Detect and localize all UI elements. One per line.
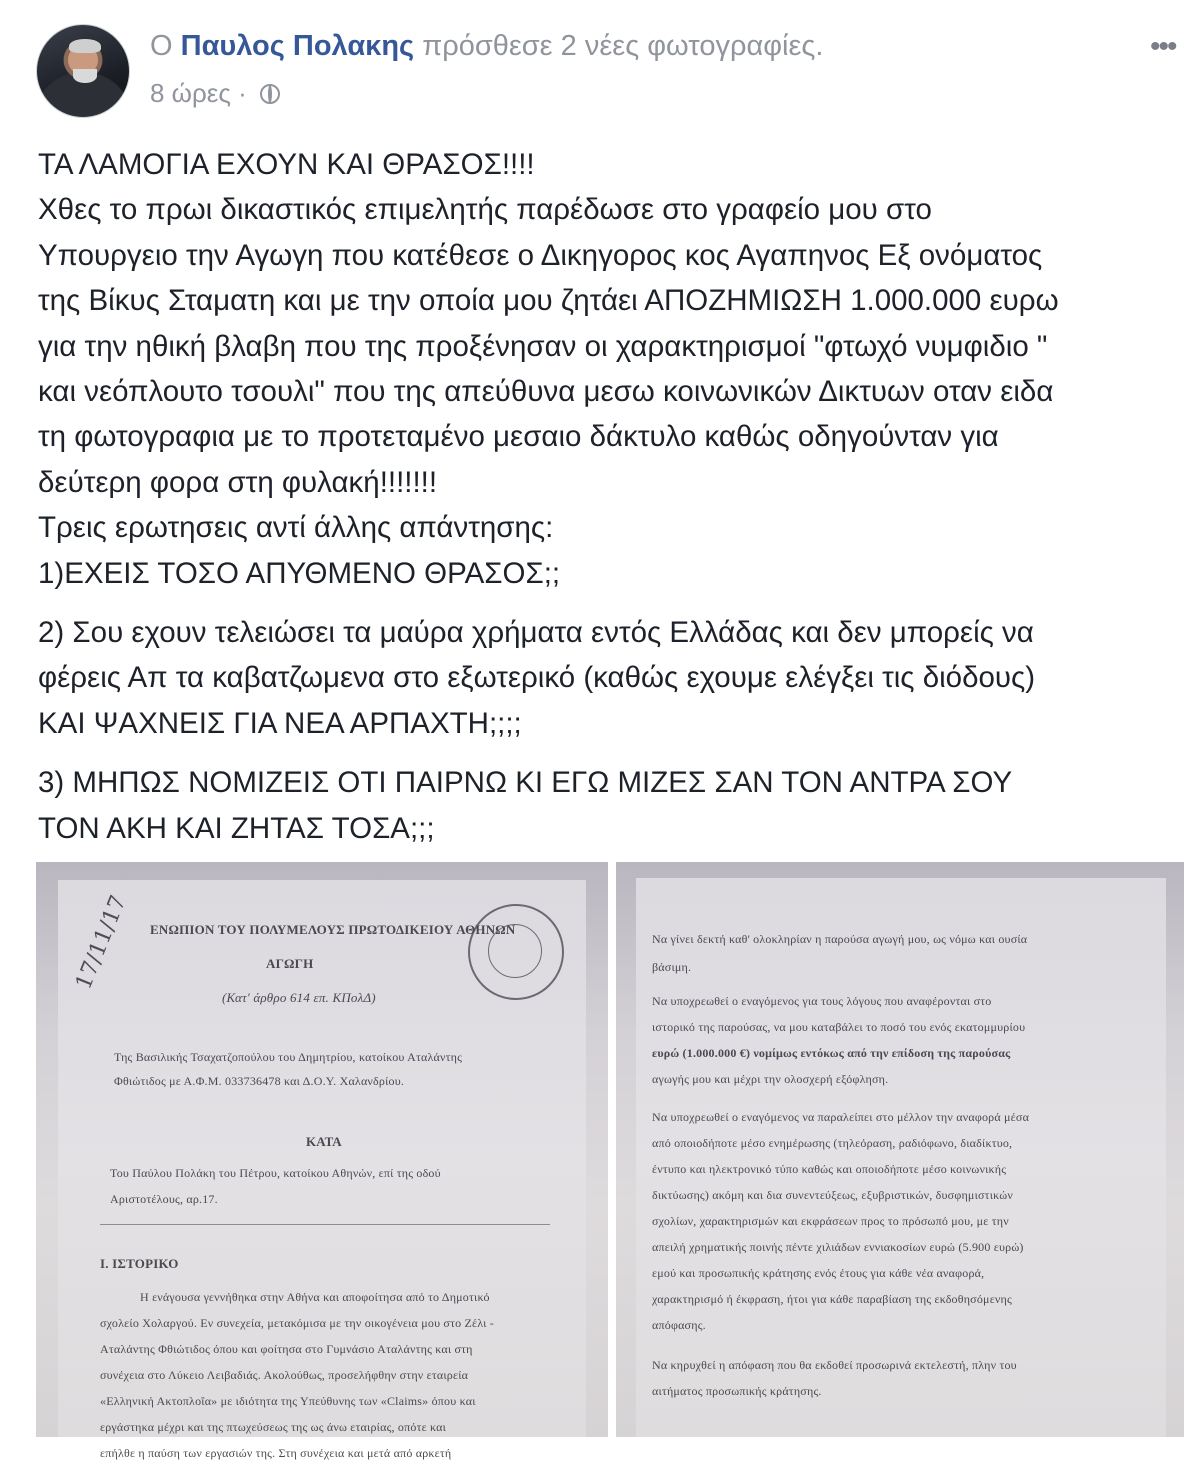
doc-kata: ΚΑΤΑ <box>306 1134 342 1149</box>
author-link[interactable]: Παυλος Πολακης <box>180 30 415 62</box>
doc-line: αγωγής μου και μέχρι την ολοσχερή εξόφληση. <box>652 1072 889 1086</box>
post-line: της Βίκυς Σταματη και με την οποία μου ζητάει ΑΠΟΖΗΜΙΩΣΗ 1.000.000 ευρω <box>38 284 1059 318</box>
post-line: δεύτερη φορα στη φυλακή!!!!!!! <box>38 465 438 499</box>
more-options-button[interactable]: ••• <box>1150 30 1176 63</box>
author-prefix: Ο <box>150 30 181 62</box>
doc-line: ιστορικό της παρούσας, να μου καταβάλει το ποσό του ενός εκατομμυρίου <box>652 1020 1026 1034</box>
doc-line: Να γίνει δεκτή καθ' ολοκληρίαν η παρούσα αγωγή μου, ως νόμω και ουσία <box>652 932 1028 946</box>
doc-line: εργάστηκα μέχρι και της πτωχεύσεως της ως άνω εταιρίας, οπότε και <box>100 1420 447 1434</box>
avatar-hair <box>69 39 101 53</box>
post-line: Χθες το πρωι δικαστικός επιμελητής παρέδωσε στο γραφείο μου στο <box>38 193 932 227</box>
doc-line: απειλή χρηματικής ποινής πέντε χιλιάδων εννιακοσίων ευρώ (5.900 ευρώ) <box>652 1240 1024 1254</box>
post-title <box>150 30 823 63</box>
post-line: 1)ΕΧΕΙΣ ΤΟΣΟ ΑΠΥΘΜΕΝΟ ΘΡΑΣΟΣ;; <box>38 556 561 590</box>
doc-section: Ι. ΙΣΤΟΡΙΚΟ <box>100 1256 179 1271</box>
post-meta <box>150 78 280 109</box>
doc-heading: ΕΝΩΠΙΟΝ ΤΟΥ ΠΟΛΥΜΕΛΟΥΣ ΠΡΩΤΟΔΙΚΕΙΟΥ ΑΘΗΝΩΝ <box>150 922 516 937</box>
post-line: Τρεις ερωτησεις αντί άλλης απάντησης: <box>38 511 554 545</box>
doc-line: από οποιοδήποτε μέσο ενημέρωσης (τηλεόραση, ραδιόφωνο, διαδίκτυο, <box>652 1136 1013 1150</box>
post-line: Υπουργειο την Αγωγη που κατέθεσε ο Δικηγορος κος Αγαπηνος Εξ ονόματος <box>38 238 1043 272</box>
document-page-1 <box>58 880 586 1460</box>
doc-line: «Ελληνική Ακτοπλοΐα» με ιδιότητα της Υπεύθυνης των «Claims» όπου και <box>100 1394 476 1408</box>
doc-line: Η ενάγουσα γεννήθηκα στην Αθήνα και αποφοίτησα από το Δημοτικό <box>140 1290 490 1304</box>
doc-title: ΑΓΩΓΗ <box>266 956 314 971</box>
handwritten-date: 17/11/17 <box>71 892 132 993</box>
post-line: ΚΑΙ ΨΑΧΝΕΙΣ ΓΙΑ ΝΕΑ ΑΡΠΑΧΤΗ;;;; <box>38 706 522 740</box>
avatar-beard <box>73 69 97 83</box>
post-line: για την ηθική βλαβη που της προξένησαν οι χαρακτηρισμοί "φτωχό νυμφιδιο " <box>38 329 1048 363</box>
post-body <box>38 142 1178 851</box>
doc-line: Να υποχρεωθεί ο εναγόμενος να παραλείπει στο μέλλον την αναφορά μέσα <box>652 1110 1030 1124</box>
document-page-2 <box>636 878 1166 1437</box>
doc-line: χαρακτηρισμό ή έκφραση, ήτοι για κάθε παραβίαση της εκδοθησόμενης <box>652 1292 1012 1306</box>
photo-2[interactable] <box>616 862 1184 1437</box>
photo-1[interactable] <box>36 862 608 1460</box>
post-line: και νεόπλουτο τσουλι" που της απεύθυνα μεσω κοινωνικών Δικτυων οταν ειδα <box>38 375 1054 409</box>
post-line: φέρεις Απ τα καβατζωμενα στο εξωτερικό (καθώς εχουμε ελέγξει τις διόδους) <box>38 661 1036 695</box>
doc-line: αιτήματος προσωπικής κράτησης. <box>652 1384 822 1398</box>
post-line: ΤΑ ΛΑΜΟΓΙΑ ΕΧΟΥΝ ΚΑΙ ΘΡΑΣΟΣ!!!! <box>38 148 535 181</box>
doc-line: ευρώ (1.000.000 €) νομίμως εντόκως από την επίδοση της παρούσας <box>652 1046 1011 1060</box>
post-line: 2) Σου εχουν τελειώσει τα μαύρα χρήματα εντός Ελλάδας και δεν μπορείς να <box>38 616 1034 650</box>
doc-line: Του Παύλου Πολάκη του Πέτρου, κατοίκου Αθηνών, επί της οδού <box>110 1166 441 1180</box>
doc-line: βάσιμη. <box>652 960 692 974</box>
doc-line: Φθιώτιδος με Α.Φ.Μ. 033736478 και Δ.Ο.Υ. Χαλανδρίου. <box>114 1074 405 1088</box>
doc-line: συνέχεια στο Λύκειο Λειβαδιάς. Ακολούθως, προσελήφθην στην εταιρεία <box>100 1368 469 1382</box>
post-line: 3) ΜΗΠΩΣ ΝΟΜΙΖΕΙΣ ΟΤΙ ΠΑΙΡΝΩ ΚΙ ΕΓΩ ΜΙΖΕΣ ΣΑΝ ΤΟΝ ΑΝΤΡΑ ΣΟΥ <box>38 766 1013 800</box>
doc-divider <box>100 1224 550 1225</box>
globe-icon[interactable] <box>260 84 280 104</box>
avatar[interactable] <box>36 24 130 118</box>
doc-line: Της Βασιλικής Τσαχατζοπούλου του Δημητρίου, κατοίκου Αταλάντης <box>114 1050 463 1064</box>
post-timestamp[interactable]: 8 ώρες <box>150 78 231 108</box>
doc-line: επήλθε η παύση των εργασιών της. Στη συνέχεια και μετά από αρκετή <box>100 1446 452 1460</box>
doc-line: δικτύωσης) ακόμη και δια συνεντεύξεως, εξυβριστικών, δυσφημιστικών <box>652 1188 1013 1202</box>
post-header <box>0 0 1200 130</box>
doc-line: έντυπο και ηλεκτρονικό τύπο καθώς και οποιοδήποτε μέσο κοινωνικής <box>652 1162 1007 1176</box>
doc-subtitle: (Κατ' άρθρο 614 επ. ΚΠολΔ) <box>222 990 376 1005</box>
doc-line: εμού και προσωπικής κράτησης ενός έτους για κάθε νέα αναφορά, <box>652 1266 985 1280</box>
post-action: πρόσθεσε 2 νέες φωτογραφίες. <box>414 30 824 62</box>
post-line: ΤΟΝ ΑΚΗ ΚΑΙ ΖΗΤΑΣ ΤΟΣΑ;;; <box>38 811 435 845</box>
doc-line: Αριστοτέλους, αρ.17. <box>110 1192 218 1206</box>
doc-line: Να κηρυχθεί η απόφαση που θα εκδοθεί προσωρινά εκτελεστή, πλην του <box>652 1358 1017 1372</box>
doc-line: σχολείο Χολαργού. Εν συνεχεία, μετακόμισα με την οικογένεια μου στο Ζέλι - <box>100 1316 494 1330</box>
meta-separator: · <box>230 78 255 108</box>
doc-line: Αταλάντης Φθιώτιδος όπου και φοίτησα στο Γυμνάσιο Αταλάντης και στη <box>100 1342 473 1356</box>
photo-grid <box>36 862 1184 1460</box>
doc-line: Να υποχρεωθεί ο εναγόμενος για τους λόγους που αναφέρονται στο <box>652 994 992 1008</box>
post-line: τη φωτογραφια με το προτεταμένο μεσαιο δάκτυλο καθώς οδηγούνταν για <box>38 420 999 454</box>
doc-line: απόφασης. <box>652 1318 706 1332</box>
doc-line: σχολίων, χαρακτηρισμών και εκφράσεων προς το πρόσωπό μου, με την <box>652 1214 1009 1228</box>
